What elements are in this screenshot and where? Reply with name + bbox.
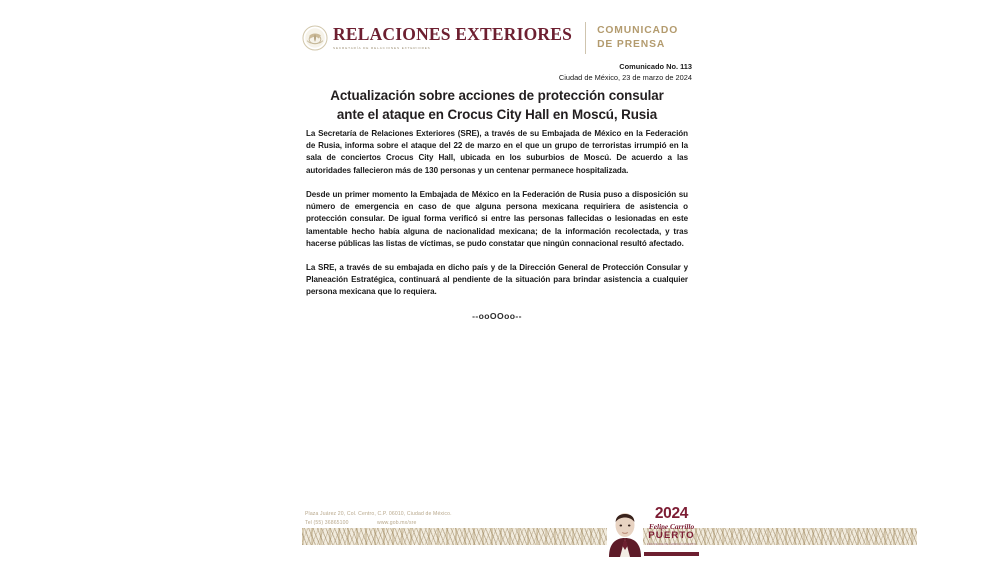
communique-place-date: Ciudad de México, 23 de marzo de 2024 [558,72,692,82]
footer-address: Plaza Juárez 20, Col. Centro, C.P. 06010, Ciudad de México. [305,511,452,517]
felipe-carrillo-puerto-portrait-icon [607,505,643,557]
page-title-line2: ante el ataque en Crocus City Hall en Moscú, Rusia [336,107,658,123]
body-paragraph-1: La Secretaría de Relaciones Exteriores (SRE), a través de su Embajada de México en la Federación de Rusia, informa sobre el ataque del 22 de marzo en el que un grupo de terroristas irrumpió en la sala de conciertos Crocus City Hall, ubicada en los suburbios de Moscú. De acuerdo a las autoridades fallecieron más de 130 personas y un centenar permanece hospitalizada. [306,129,688,175]
press-release-label-line1: COMUNICADO [597,24,679,36]
seal-bottom-bar [644,552,699,556]
page-title [302,86,692,124]
body-paragraph-2: Desde un primer momento la Embajada de México en la Federación de Rusia puso a disposición su número de emergencia en caso de que alguna persona mexicana requiriera de asistencia o protección consular. De igual forma verificó si entre las personas fallecidas o lesionadas en este lamentable hecho había alguna de nacionalidad mexicana; de la información recolectada, y tras hacerse públicas las listas de víctimas, se pudo constatar que ningún connacional resultó afectado. [306,189,688,248]
footer-contact-row [305,519,452,528]
document-body [306,128,688,321]
page-title-line1: Actualización sobre acciones de protección consular [330,88,664,103]
seal-text-block [644,506,699,546]
press-release-label [597,24,678,52]
footer-contact-info [305,510,452,528]
seal-surname: PUERTO [648,530,695,542]
header-divider [585,22,586,54]
commemorative-seal [607,505,699,557]
brand-subtitle: SECRETARÍA DE RELACIONES EXTERIORES [333,45,431,50]
footer-website[interactable]: www.gob.mx/sre [377,519,417,526]
communique-number: Comunicado No. 113 [619,62,692,71]
document-footer [302,505,696,557]
brand-block [333,26,572,50]
seal-year: 2024 [654,505,689,522]
body-paragraph-3: La SRE, a través de su embajada en dicho país y de la Dirección General de Protección Consular y Planeación Estratégica, continuará al pendiente de la situación para brindar asistencia a cualquier persona mexicana que lo requiera. [306,262,688,297]
mexico-eagle-emblem-icon [302,25,328,51]
closing-mark: --ooOOoo-- [472,310,522,321]
decorative-weave-band-left [302,528,632,545]
document-meta [302,62,692,83]
seal-name: Felipe Carrillo [648,521,695,531]
document-header [302,18,692,58]
footer-phone: Tel (55) 36865100 [305,519,349,526]
brand-title: RELACIONES EXTERIORES [333,24,573,45]
seal-fine-print: AÑO DE FELIPE CARRILLO PUERTO [647,542,696,546]
press-release-label-line2: DE PRENSA [597,39,666,50]
